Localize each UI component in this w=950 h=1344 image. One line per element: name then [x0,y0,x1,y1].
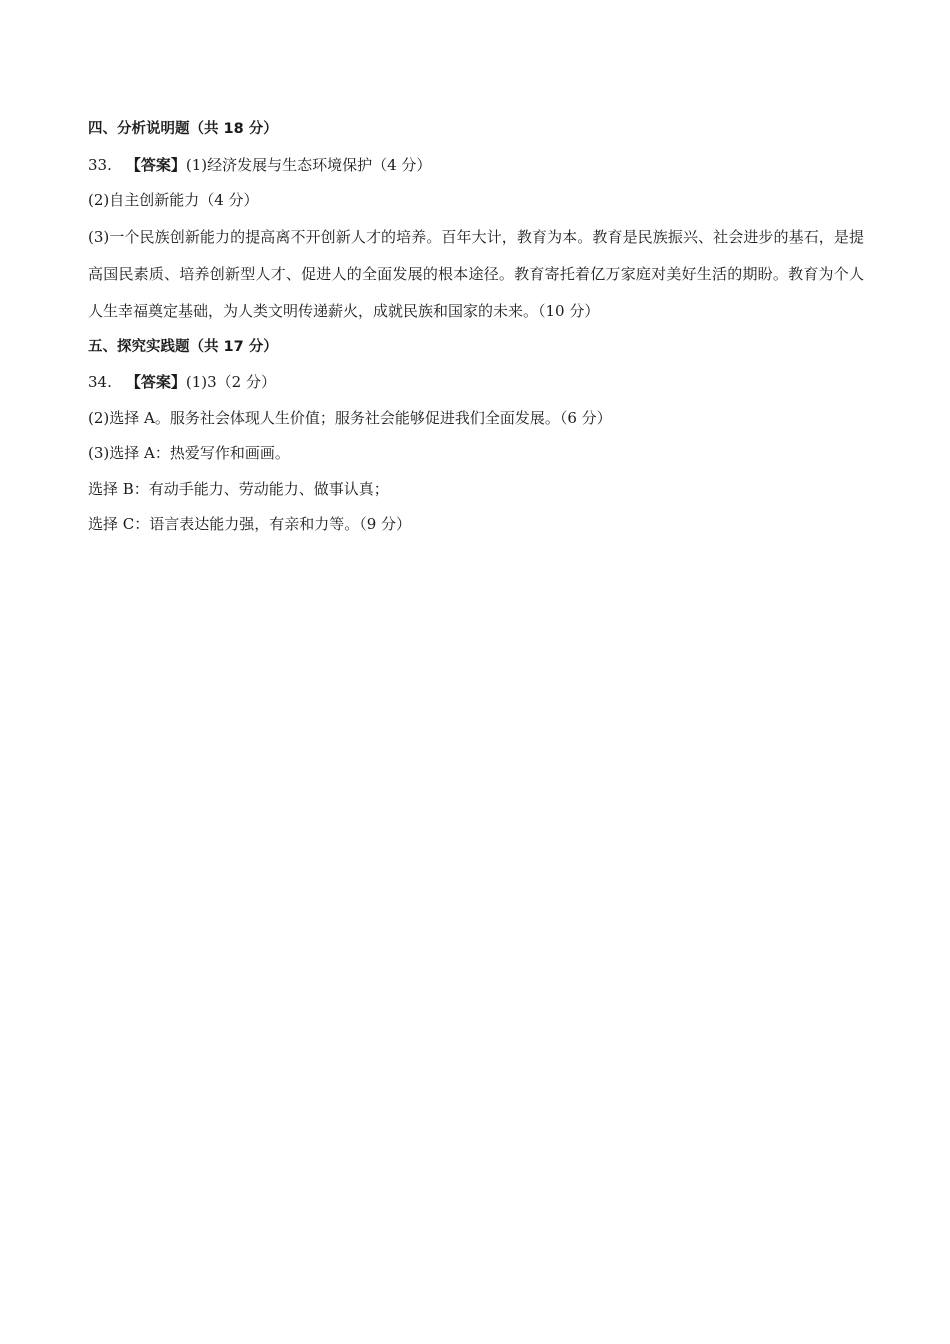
q34-part1 [88,365,864,401]
q33-answer-tag: 【答案】 [125,155,186,174]
q34-number: 34. [88,373,112,391]
q34-part3-option-c: 选择 C：语言表达能力强，有亲和力等。（9 分） [88,515,412,533]
q33-part3: (3)一个民族创新能力的提高离不开创新人才的培养。百年大计，教育为本。教育是民族振兴、社会进步的基石，是提高国民素质、培养创新型人才、促进人的全面发展的根本途径。教育寄托着亿万家庭对美好生活的期盼。教育为个人人生幸福奠定基础，为人类文明传递薪火，成就民族和国家的未来。（10 分） [88,227,864,320]
q33-part1 [88,148,864,184]
q34-part1-text: (1)3（2 分） [185,373,276,391]
answer-document [88,112,864,543]
q34-part2: (2)选择 A。服务社会体现人生价值；服务社会能够促进我们全面发展。（6 分） [88,408,612,427]
q33-part2: (2)自主创新能力（4 分） [88,191,259,209]
q34-part3-option-b: 选择 B：有动手能力、劳动能力、做事认真； [88,479,389,498]
q34-part3-option-a: (3)选择 A：热爱写作和画画。 [88,444,290,462]
section-5-heading: 五、探究实践题（共 17 分） [88,338,278,355]
q33-part1-text: (1)经济发展与生态环境保护（4 分） [185,155,432,174]
q34-answer-tag: 【答案】 [125,373,186,391]
q33-number: 33. [88,155,112,174]
section-4-heading: 四、分析说明题（共 18 分） [88,121,278,137]
